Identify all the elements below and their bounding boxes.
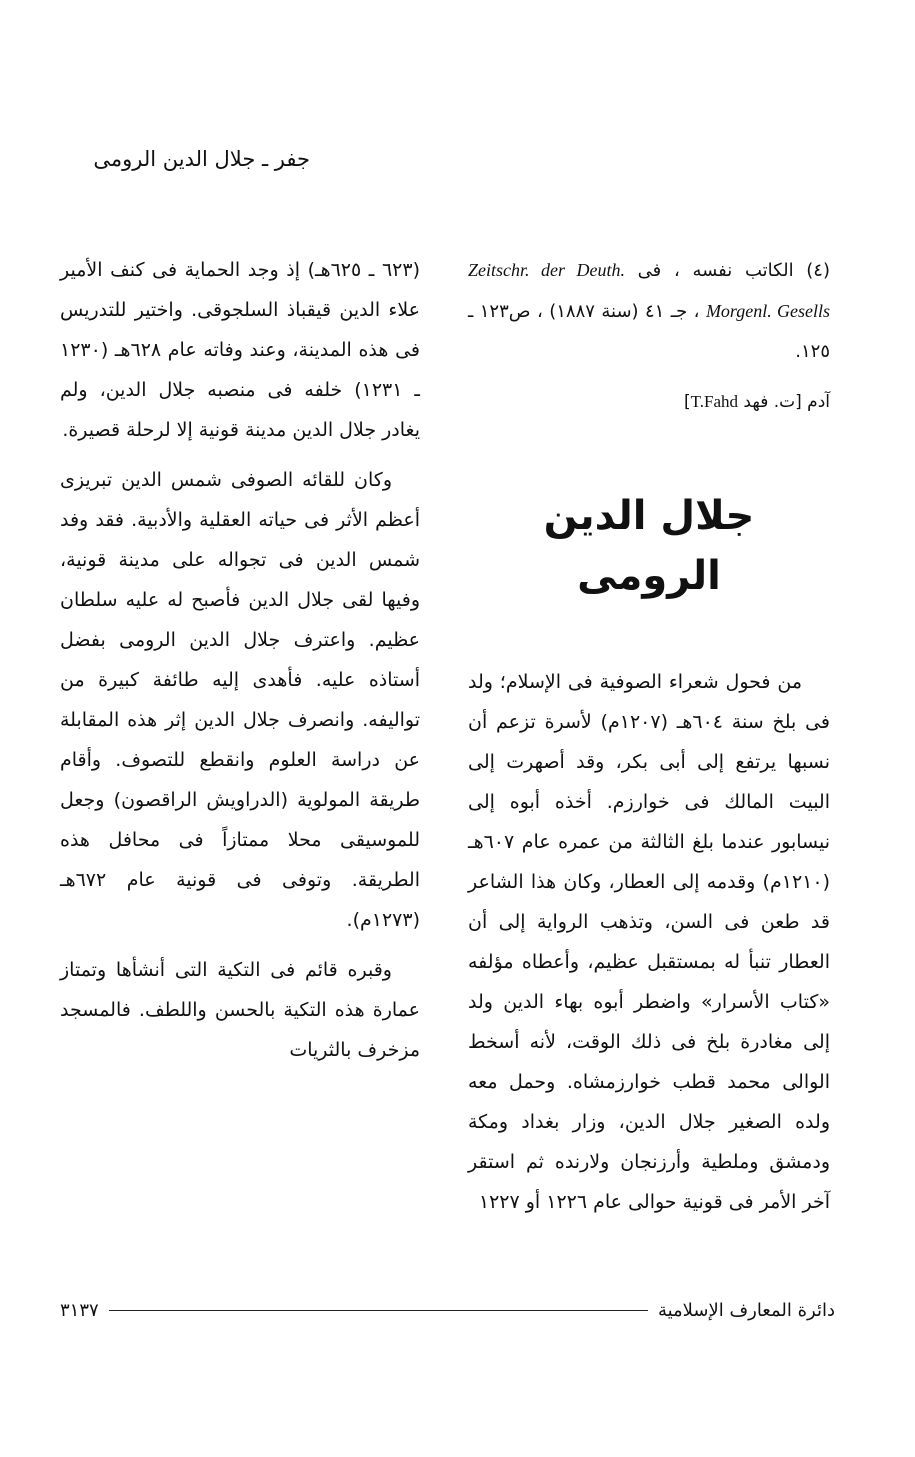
- footnote-suffix: ، جـ ٤١ (سنة ١٨٨٧) ، ص١٢٣ ـ ١٢٥.: [468, 301, 830, 362]
- footnote: [468, 250, 830, 372]
- author-close: ]: [684, 392, 691, 412]
- left-column: [60, 250, 420, 1070]
- body-paragraph: من فحول شعراء الصوفية فى الإسلام؛ ولد فى بلخ سنة ٦٠٤هـ (١٢٠٧م) لأسرة تزعم أن نسبها يرتفع إلى أبى بكر، وقد أصهرت إلى البيت المالك فى خوارزم. أخذه أبوه إلى نيسابور عندما بلغ الثالثة من عمره عام ٦٠٧هـ (١٢١٠م) وقدمه إلى العطار، وكان هذا الشاعر قد طعن فى السن، وتذهب الرواية إلى أن العطار تنبأ له بمستقبل عظيم، وأعطاه مؤلفه «كتاب الأسرار» واضطر أبوه بهاء الدين ولد إلى مغادرة بلخ فى ذلك الوقت، لأنه أسخط الوالى محمد قطب خوارزمشاه. وحمل معه ولده الصغير جلال الدين، وزار بغداد ومكة ودمشق وملطية وأرزنجان ولارنده ثم استقر آخر الأمر فى قونية حوالى عام ١٢٢٦ أو ١٢٢٧: [468, 671, 830, 1213]
- author-arabic: آدم [ت. فهد: [738, 392, 830, 412]
- page-number: ٣١٣٧: [60, 1299, 99, 1321]
- article-body: [468, 662, 830, 1222]
- left-paragraph-3: وقبره قائم فى التكية التى أنشأها وتمتاز عمارة هذه التكية بالحسن واللطف. فالمسجد مزخرف بالثريات: [60, 959, 420, 1061]
- left-paragraph-1: (٦٢٣ ـ ٦٢٥هـ) إذ وجد الحماية فى كنف الأمير علاء الدين قيقباذ السلجوقى. واختير للتدريس فى هذه المدينة، وعند وفاته عام ٦٢٨هـ (١٢٣٠ ـ ١٢٣١) خلفه فى منصبه جلال الدين، ولم يغادر جلال الدين مدينة قونية إلا لرحلة قصيرة.: [60, 259, 420, 441]
- right-column: [468, 250, 830, 1222]
- page-footer: [60, 1295, 835, 1325]
- footnote-journal: Zeitschr. der Deuth. Morgenl. Gesells: [468, 260, 830, 321]
- footer-title: دائرة المعارف الإسلامية: [657, 1299, 835, 1321]
- translator-latin: T.Fahd: [690, 392, 739, 411]
- author-credit: [468, 382, 830, 422]
- running-header: جفر ـ جلال الدين الرومى: [93, 147, 310, 171]
- article-title: جلال الدين الرومى: [543, 493, 755, 599]
- footnote-prefix: (٤) الكاتب نفسه ، فى: [624, 260, 830, 281]
- left-paragraph-2: وكان للقائه الصوفى شمس الدين تبريزى أعظم الأثر فى حياته العقلية والأدبية. فقد وفد شمس الدين فى تجواله على مدينة قونية، وفيها لقى جلال الدين فأصبح له عليه سلطان عظيم. واعترف جلال الدين الرومى بفضل أستاذه عليه. فأهدى إليه طائفة كبيرة من تواليفه. وانصرف جلال الدين إثر هذه المقابلة عن دراسة العلوم وانقطع للتصوف. وأقام طريقة المولوية (الدراويش الراقصون) وجعل للموسيقى محلا ممتازاً فى محافل هذه الطريقة. وتوفى فى قونية عام ٦٧٢هـ (١٢٧٣م).: [60, 469, 420, 931]
- footer-rule: [109, 1310, 648, 1311]
